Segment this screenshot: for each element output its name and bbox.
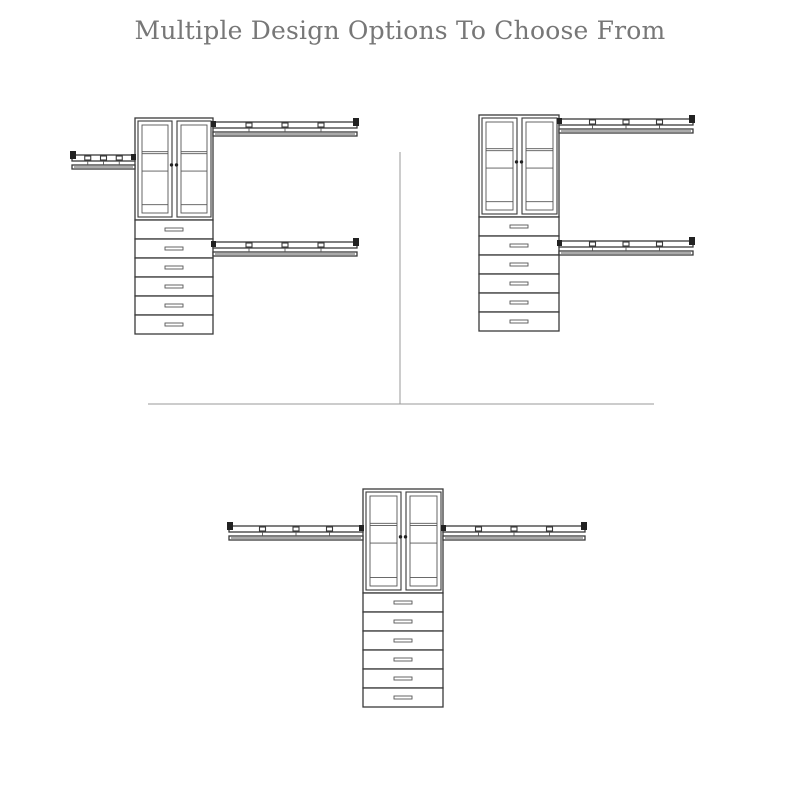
drawer <box>479 217 559 236</box>
cabinet-tower <box>363 489 443 707</box>
shelf <box>227 522 364 540</box>
shelf <box>557 115 695 133</box>
shelf <box>211 118 359 136</box>
shelf-end-cap <box>557 118 562 124</box>
door-knob <box>170 163 173 166</box>
shelf-end-cap <box>441 525 446 531</box>
drawer <box>135 239 213 258</box>
shelf-end-cap <box>359 525 364 531</box>
option-dividers <box>148 152 654 404</box>
shelf <box>441 522 587 540</box>
drawer <box>479 255 559 274</box>
wall-bracket <box>70 151 76 159</box>
wall-bracket <box>581 522 587 530</box>
wall-bracket <box>689 115 695 123</box>
drawer <box>135 315 213 334</box>
shelf-end-cap <box>557 240 562 246</box>
door-knob <box>520 160 523 163</box>
door-knob <box>175 163 178 166</box>
shelf <box>557 237 695 255</box>
option-2 <box>479 115 695 331</box>
drawer <box>479 312 559 331</box>
option-3 <box>227 489 587 707</box>
door-knob <box>404 535 407 538</box>
option-1 <box>70 118 359 334</box>
shelf <box>70 151 136 169</box>
drawer <box>363 631 443 650</box>
door-knob <box>399 535 402 538</box>
drawer <box>363 593 443 612</box>
drawer <box>135 277 213 296</box>
wall-bracket <box>353 118 359 126</box>
wall-bracket <box>689 237 695 245</box>
drawer <box>363 650 443 669</box>
drawer <box>363 669 443 688</box>
drawer <box>135 258 213 277</box>
shelf-end-cap <box>131 154 136 160</box>
door-knob <box>515 160 518 163</box>
wall-bracket <box>227 522 233 530</box>
drawer <box>479 236 559 255</box>
drawer <box>363 688 443 707</box>
shelf-end-cap <box>211 121 216 127</box>
wall-bracket <box>353 238 359 246</box>
drawer <box>363 612 443 631</box>
shelf <box>211 238 359 256</box>
design-options <box>70 115 695 707</box>
drawer <box>479 293 559 312</box>
drawer <box>479 274 559 293</box>
drawer <box>135 296 213 315</box>
page-title: Multiple Design Options To Choose From <box>134 16 666 45</box>
cabinet-tower <box>479 115 559 331</box>
drawer <box>135 220 213 239</box>
shelf-end-cap <box>211 241 216 247</box>
cabinet-tower <box>135 118 213 334</box>
